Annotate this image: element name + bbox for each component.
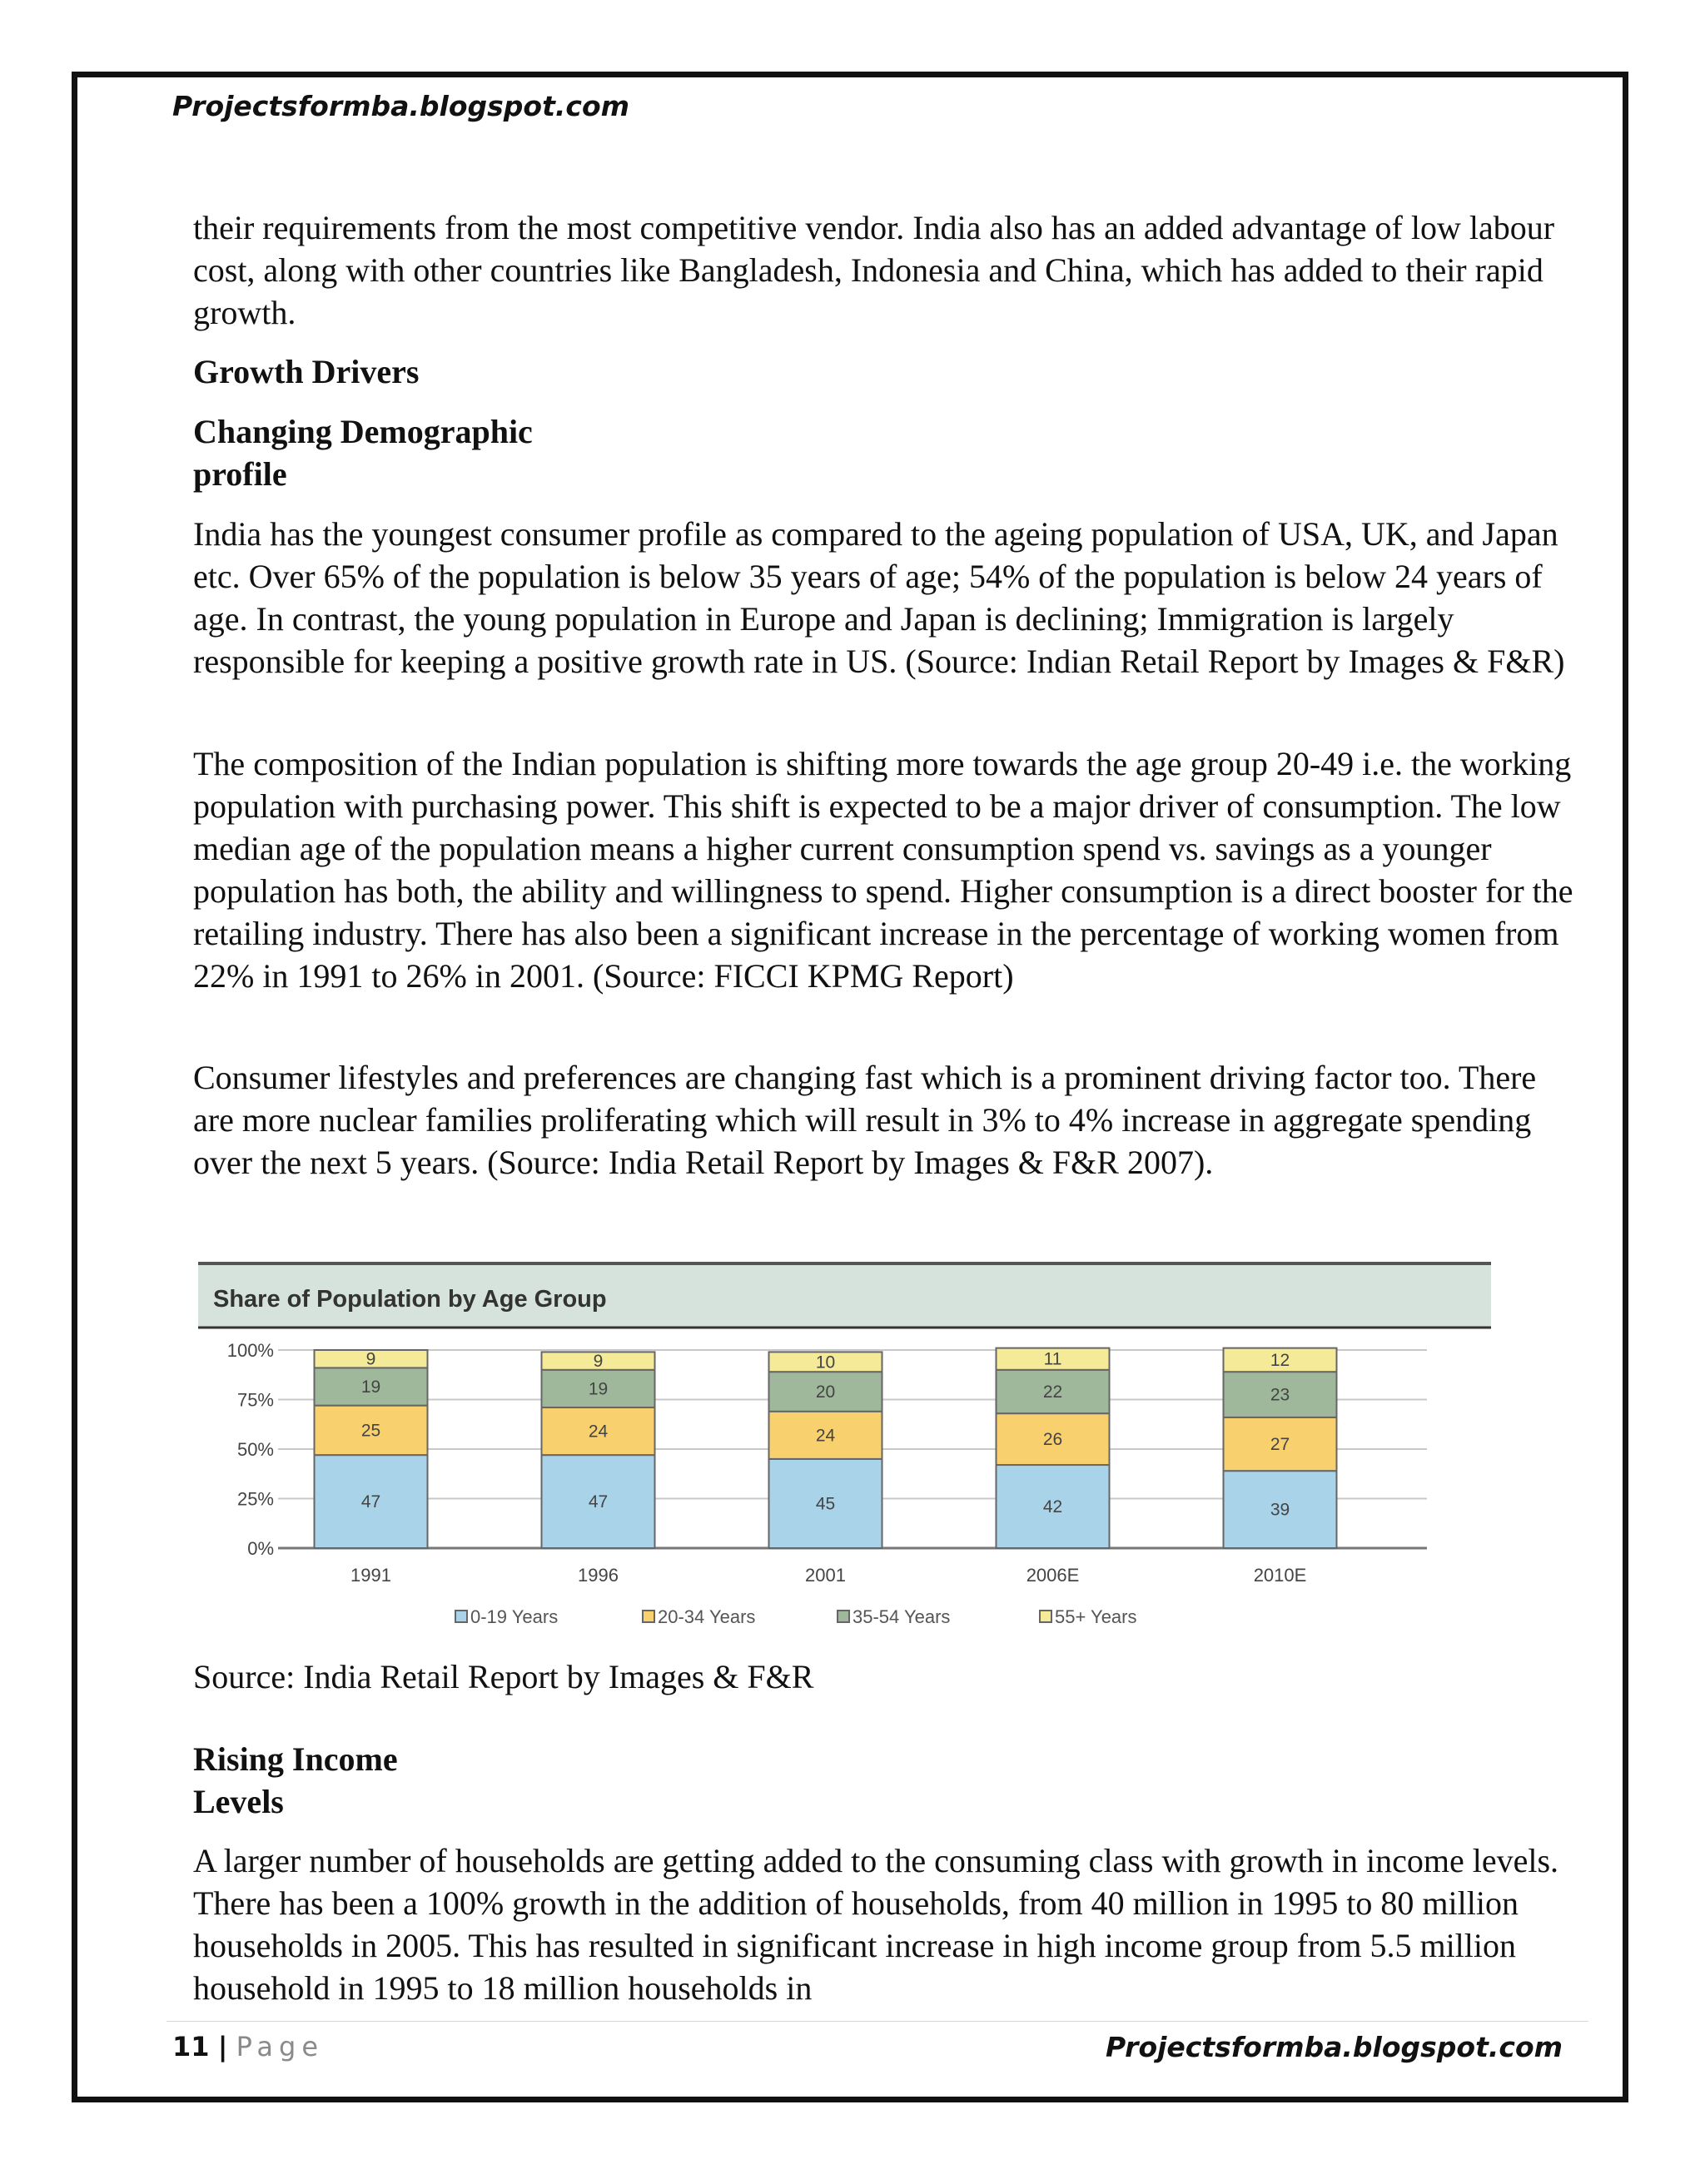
bar-value-label: 47 <box>360 1492 381 1512</box>
page-number-separator: | <box>217 2031 228 2062</box>
chart-title: Share of Population by Age Group <box>213 1286 607 1313</box>
bar-value-label: 9 <box>593 1352 604 1372</box>
bar-value-label: 45 <box>815 1494 836 1514</box>
x-tick-label: 1996 <box>578 1565 619 1586</box>
heading-demographic-line2: profile <box>193 455 287 493</box>
bar-value-label: 39 <box>1270 1500 1290 1520</box>
bar-value-label: 24 <box>815 1426 836 1446</box>
bar-value-label: 27 <box>1270 1435 1290 1455</box>
page-label: Page <box>236 2031 325 2062</box>
x-tick-label: 1991 <box>350 1565 391 1586</box>
bar-value-label: 42 <box>1042 1497 1063 1517</box>
header-site: Projectsformba.blogspot.com <box>172 90 629 122</box>
heading-income-line1: Rising Income <box>193 1740 398 1778</box>
heading-income-line2: Levels <box>193 1783 284 1820</box>
x-tick-label: 2001 <box>805 1565 846 1586</box>
population-chart <box>195 1261 1494 1640</box>
page-number-value: 11 <box>172 2031 210 2062</box>
footer-divider <box>167 2021 1588 2022</box>
x-tick-label: 2010E <box>1253 1565 1307 1586</box>
chart-plot-area <box>227 1340 1427 1627</box>
paragraph-lifestyles: Consumer lifestyles and preferences are changing fast which is a prominent driving factor too. There are more nuclear families proliferating which will result in 3% to 4% increase in aggregate spending over the next 5 years. (Source: India Retail Report by Images & F&R 2007). <box>193 1059 1537 1181</box>
paragraph-intro: their requirements from the most competitive vendor. India also has an added advantage of low labour cost, along with other countries like Bangladesh, Indonesia and China, which has added to their rapid growth. <box>193 209 1555 331</box>
y-tick-label: 25% <box>236 1488 274 1510</box>
bar-value-label: 19 <box>360 1377 381 1397</box>
paragraph-composition: The composition of the Indian population is shifting more towards the age group 20-49 i.e. the working population with purchasing power. This shift is expected to be a major driver of consumption. The low median age of the population means a higher current consumption spend vs. savings as a younger population has both, the ability and willingness to spend. Higher consumption is a direct booster for the retailing industry. There has also been a significant increase in the percentage of working women from 22% in 1991 to 26% in 2001. (Source: FICCI KPMG Report) <box>193 745 1573 995</box>
bar-value-label: 9 <box>365 1349 376 1369</box>
page-number <box>172 2031 324 2062</box>
bar-value-label: 10 <box>815 1353 836 1372</box>
paragraph-demographic: India has the youngest consumer profile as compared to the ageing population of USA, UK, and Japan etc. Over 65% of the population is below 35 years of age; 54% of the population is below 24 years of age. In contrast, the young population in Europe and Japan is declining; Immigration is largely responsible for keeping a positive growth rate in US. (Source: Indian Retail Report by Images & F&R) <box>193 515 1565 680</box>
legend-swatch <box>455 1611 467 1622</box>
legend-swatch <box>643 1611 654 1622</box>
bar-value-label: 20 <box>815 1382 836 1402</box>
bar-value-label: 23 <box>1270 1385 1290 1405</box>
y-tick-label: 50% <box>236 1439 274 1460</box>
legend-label: 20-34 Years <box>658 1606 756 1627</box>
legend-swatch <box>838 1611 849 1622</box>
bar-value-label: 47 <box>588 1492 609 1512</box>
heading-growth-drivers: Growth Drivers <box>193 353 420 390</box>
paragraph-income: A larger number of households are getting added to the consuming class with growth in income levels. There has been a 100% growth in the addition of households, from 40 million in 1995 to 80 million households in 2005. This has resulted in significant increase in high income group from 5.5 million household in 1995 to 18 million households in <box>193 1842 1559 2007</box>
footer-site: Projectsformba.blogspot.com <box>1106 2031 1563 2063</box>
legend-label: 55+ Years <box>1055 1606 1137 1627</box>
legend-swatch <box>1040 1611 1051 1622</box>
bar-value-label: 12 <box>1270 1350 1290 1370</box>
bar-value-label: 19 <box>588 1379 609 1399</box>
bar-value-label: 22 <box>1042 1382 1063 1402</box>
legend-label: 0-19 Years <box>470 1606 559 1627</box>
legend-label: 35-54 Years <box>852 1606 951 1627</box>
bar-value-label: 25 <box>360 1421 381 1441</box>
population-chart-svg <box>195 1261 1494 1640</box>
bar-value-label: 11 <box>1043 1349 1062 1369</box>
y-tick-label: 75% <box>236 1389 274 1411</box>
y-tick-label: 100% <box>226 1340 274 1361</box>
x-tick-label: 2006E <box>1026 1565 1080 1586</box>
bar-value-label: 26 <box>1042 1430 1063 1450</box>
y-tick-label: 0% <box>247 1538 274 1559</box>
chart-source: Source: India Retail Report by Images & F&R <box>193 1658 814 1695</box>
bar-value-label: 24 <box>588 1422 609 1442</box>
heading-demographic-line1: Changing Demographic <box>193 413 533 450</box>
